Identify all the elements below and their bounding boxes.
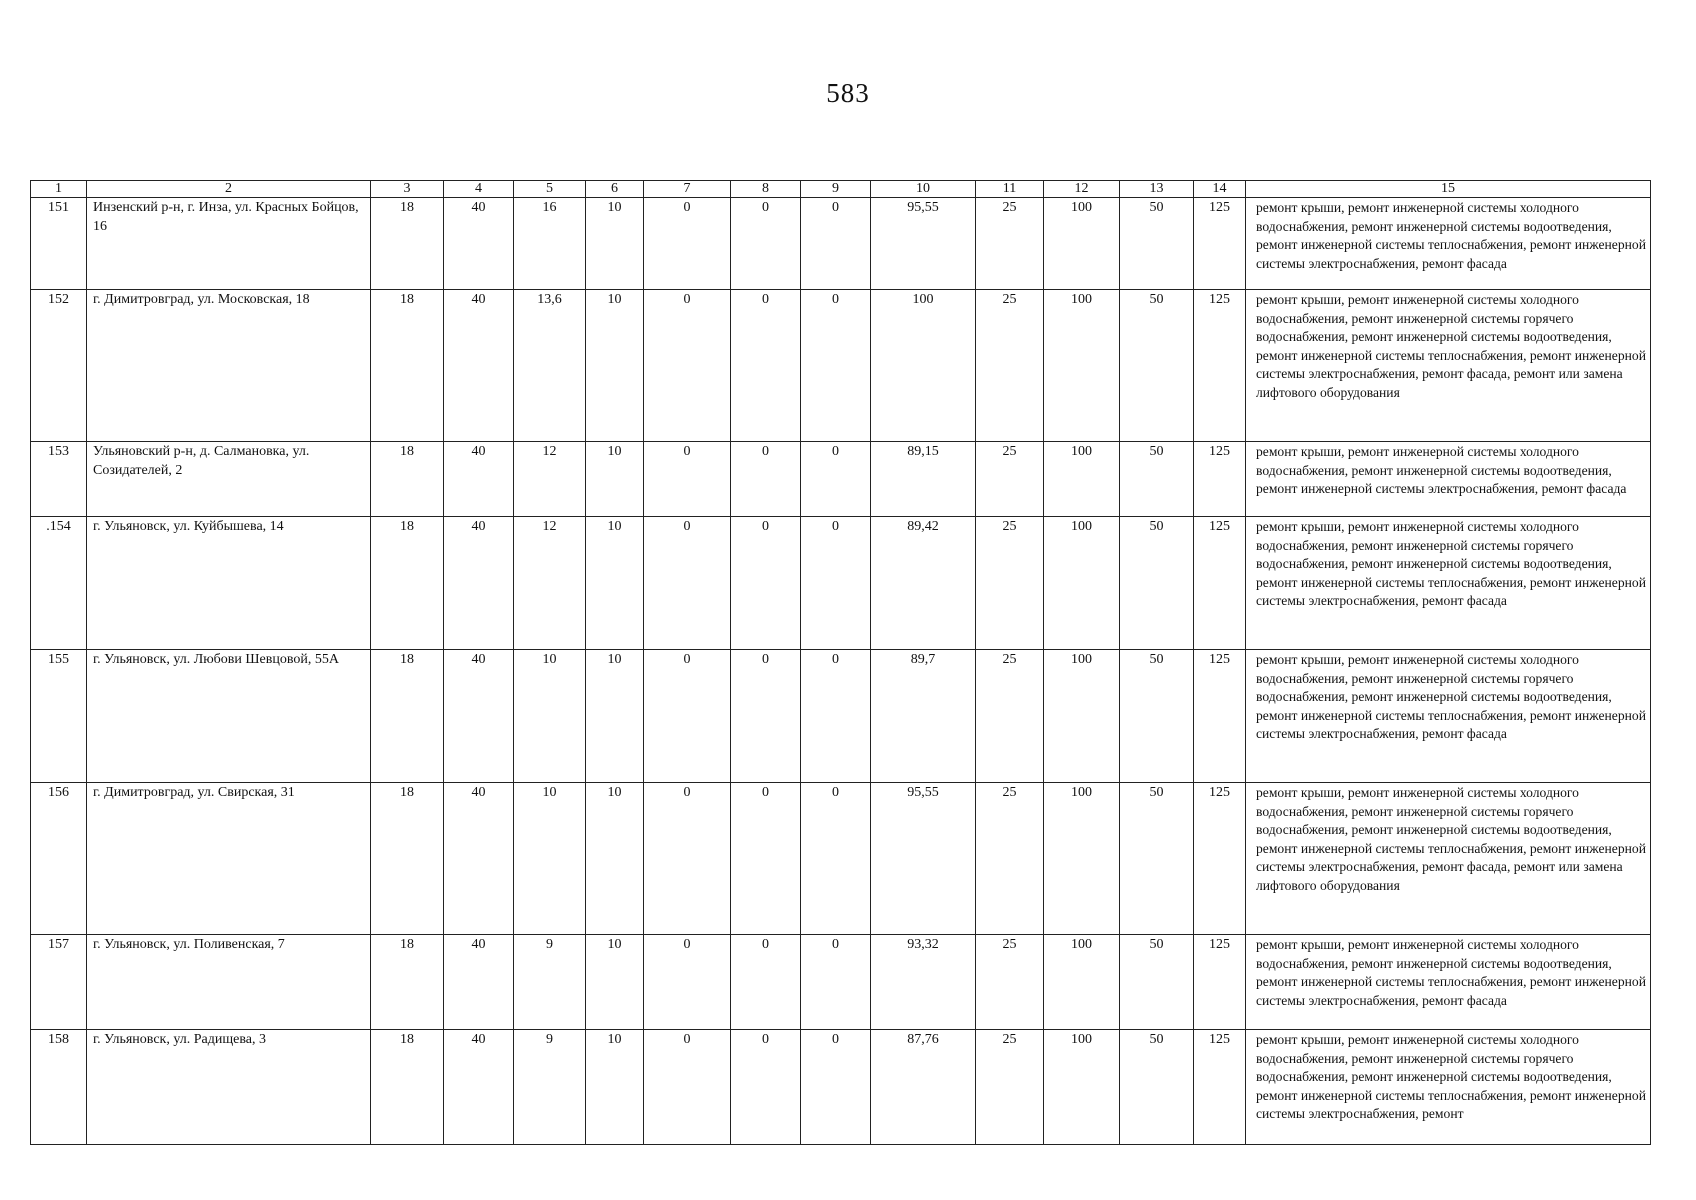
cell-col-6: 10 bbox=[586, 517, 644, 650]
cell-col-7: 0 bbox=[644, 290, 731, 442]
page-number: 583 bbox=[826, 78, 870, 108]
cell-col-3: 18 bbox=[371, 783, 444, 935]
works-cell: ремонт крыши, ремонт инженерной системы холодного водоснабжения, ремонт инженерной системы горячего водоснабжения, ремонт инженерной системы водоотведения, ремонт инженерной системы теплоснабжения, ремонт инженерной системы электроснабжения, ремонт bbox=[1246, 1030, 1651, 1145]
cell-col-5: 10 bbox=[514, 783, 586, 935]
cell-col-5: 9 bbox=[514, 935, 586, 1030]
works-cell: ремонт крыши, ремонт инженерной системы холодного водоснабжения, ремонт инженерной системы горячего водоснабжения, ремонт инженерной системы водоотведения, ремонт инженерной системы теплоснабжения, ремонт инженерной системы электроснабжения, ремонт фасада, ремонт или замена лифтового оборудования bbox=[1246, 290, 1651, 442]
cell-col-3: 18 bbox=[371, 198, 444, 290]
cell-col-12: 100 bbox=[1044, 442, 1120, 517]
cell-col-12: 100 bbox=[1044, 517, 1120, 650]
cell-col-6: 10 bbox=[586, 290, 644, 442]
cell-col-8: 0 bbox=[731, 935, 801, 1030]
header-col-6: 6 bbox=[586, 181, 644, 198]
cell-col-11: 25 bbox=[976, 1030, 1044, 1145]
header-row bbox=[31, 181, 1651, 198]
table-row bbox=[31, 783, 1651, 935]
repair-table-container bbox=[30, 180, 1650, 1145]
table-row bbox=[31, 290, 1651, 442]
cell-col-14: 125 bbox=[1194, 290, 1246, 442]
cell-col-7: 0 bbox=[644, 935, 731, 1030]
cell-col-10: 89,42 bbox=[871, 517, 976, 650]
row-number: 156 bbox=[31, 783, 87, 935]
row-number: .154 bbox=[31, 517, 87, 650]
cell-col-4: 40 bbox=[444, 935, 514, 1030]
cell-col-14: 125 bbox=[1194, 650, 1246, 783]
cell-col-13: 50 bbox=[1120, 1030, 1194, 1145]
cell-col-12: 100 bbox=[1044, 650, 1120, 783]
cell-col-8: 0 bbox=[731, 1030, 801, 1145]
cell-col-8: 0 bbox=[731, 783, 801, 935]
cell-col-3: 18 bbox=[371, 650, 444, 783]
cell-col-6: 10 bbox=[586, 935, 644, 1030]
cell-col-5: 9 bbox=[514, 1030, 586, 1145]
cell-col-7: 0 bbox=[644, 650, 731, 783]
row-number: 152 bbox=[31, 290, 87, 442]
cell-col-14: 125 bbox=[1194, 1030, 1246, 1145]
address-cell: г. Ульяновск, ул. Любови Шевцовой, 55А bbox=[87, 650, 371, 783]
cell-col-5: 12 bbox=[514, 517, 586, 650]
cell-col-7: 0 bbox=[644, 198, 731, 290]
cell-col-11: 25 bbox=[976, 783, 1044, 935]
header-col-12: 12 bbox=[1044, 181, 1120, 198]
cell-col-7: 0 bbox=[644, 442, 731, 517]
header-col-4: 4 bbox=[444, 181, 514, 198]
cell-col-10: 89,7 bbox=[871, 650, 976, 783]
address-cell: г. Ульяновск, ул. Поливенская, 7 bbox=[87, 935, 371, 1030]
address-cell: Ульяновский р-н, д. Салмановка, ул. Созидателей, 2 bbox=[87, 442, 371, 517]
cell-col-9: 0 bbox=[801, 198, 871, 290]
cell-col-13: 50 bbox=[1120, 290, 1194, 442]
cell-col-3: 18 bbox=[371, 1030, 444, 1145]
table-row bbox=[31, 517, 1651, 650]
row-number: 153 bbox=[31, 442, 87, 517]
cell-col-10: 89,15 bbox=[871, 442, 976, 517]
works-cell: ремонт крыши, ремонт инженерной системы холодного водоснабжения, ремонт инженерной системы водоотведения, ремонт инженерной системы электроснабжения, ремонт фасада bbox=[1246, 442, 1651, 517]
works-cell: ремонт крыши, ремонт инженерной системы холодного водоснабжения, ремонт инженерной системы горячего водоснабжения, ремонт инженерной системы водоотведения, ремонт инженерной системы теплоснабжения, ремонт инженерной системы электроснабжения, ремонт фасада bbox=[1246, 517, 1651, 650]
cell-col-13: 50 bbox=[1120, 198, 1194, 290]
works-cell: ремонт крыши, ремонт инженерной системы холодного водоснабжения, ремонт инженерной системы водоотведения, ремонт инженерной системы теплоснабжения, ремонт инженерной системы электроснабжения, ремонт фасада bbox=[1246, 935, 1651, 1030]
cell-col-11: 25 bbox=[976, 290, 1044, 442]
cell-col-12: 100 bbox=[1044, 1030, 1120, 1145]
cell-col-4: 40 bbox=[444, 1030, 514, 1145]
cell-col-9: 0 bbox=[801, 650, 871, 783]
cell-col-9: 0 bbox=[801, 783, 871, 935]
cell-col-5: 12 bbox=[514, 442, 586, 517]
cell-col-6: 10 bbox=[586, 650, 644, 783]
header-col-14: 14 bbox=[1194, 181, 1246, 198]
cell-col-3: 18 bbox=[371, 442, 444, 517]
header-col-9: 9 bbox=[801, 181, 871, 198]
cell-col-3: 18 bbox=[371, 517, 444, 650]
cell-col-4: 40 bbox=[444, 517, 514, 650]
repair-table bbox=[30, 180, 1651, 1145]
address-cell: г. Димитровград, ул. Московская, 18 bbox=[87, 290, 371, 442]
header-col-2: 2 bbox=[87, 181, 371, 198]
header-col-5: 5 bbox=[514, 181, 586, 198]
cell-col-9: 0 bbox=[801, 1030, 871, 1145]
cell-col-3: 18 bbox=[371, 290, 444, 442]
row-number: 158 bbox=[31, 1030, 87, 1145]
cell-col-11: 25 bbox=[976, 517, 1044, 650]
cell-col-14: 125 bbox=[1194, 517, 1246, 650]
cell-col-5: 16 bbox=[514, 198, 586, 290]
cell-col-3: 18 bbox=[371, 935, 444, 1030]
cell-col-7: 0 bbox=[644, 517, 731, 650]
header-col-1: 1 bbox=[31, 181, 87, 198]
cell-col-12: 100 bbox=[1044, 198, 1120, 290]
address-cell: Инзенский р-н, г. Инза, ул. Красных Бойцов, 16 bbox=[87, 198, 371, 290]
header-col-7: 7 bbox=[644, 181, 731, 198]
cell-col-13: 50 bbox=[1120, 517, 1194, 650]
table-row bbox=[31, 935, 1651, 1030]
cell-col-4: 40 bbox=[444, 650, 514, 783]
cell-col-8: 0 bbox=[731, 517, 801, 650]
cell-col-11: 25 bbox=[976, 198, 1044, 290]
works-cell: ремонт крыши, ремонт инженерной системы холодного водоснабжения, ремонт инженерной системы горячего водоснабжения, ремонт инженерной системы водоотведения, ремонт инженерной системы теплоснабжения, ремонт инженерной системы электроснабжения, ремонт фасада, ремонт или замена лифтового оборудования bbox=[1246, 783, 1651, 935]
row-number: 151 bbox=[31, 198, 87, 290]
cell-col-10: 93,32 bbox=[871, 935, 976, 1030]
table-row bbox=[31, 1030, 1651, 1145]
cell-col-13: 50 bbox=[1120, 783, 1194, 935]
header-col-8: 8 bbox=[731, 181, 801, 198]
cell-col-13: 50 bbox=[1120, 650, 1194, 783]
cell-col-6: 10 bbox=[586, 1030, 644, 1145]
table-row bbox=[31, 442, 1651, 517]
cell-col-12: 100 bbox=[1044, 783, 1120, 935]
table-row bbox=[31, 198, 1651, 290]
cell-col-14: 125 bbox=[1194, 783, 1246, 935]
cell-col-8: 0 bbox=[731, 290, 801, 442]
address-cell: г. Димитровград, ул. Свирская, 31 bbox=[87, 783, 371, 935]
cell-col-11: 25 bbox=[976, 935, 1044, 1030]
cell-col-6: 10 bbox=[586, 783, 644, 935]
works-cell: ремонт крыши, ремонт инженерной системы холодного водоснабжения, ремонт инженерной системы горячего водоснабжения, ремонт инженерной системы водоотведения, ремонт инженерной системы теплоснабжения, ремонт инженерной системы электроснабжения, ремонт фасада bbox=[1246, 650, 1651, 783]
cell-col-6: 10 bbox=[586, 442, 644, 517]
cell-col-10: 95,55 bbox=[871, 783, 976, 935]
cell-col-8: 0 bbox=[731, 198, 801, 290]
cell-col-10: 87,76 bbox=[871, 1030, 976, 1145]
cell-col-8: 0 bbox=[731, 650, 801, 783]
cell-col-4: 40 bbox=[444, 290, 514, 442]
address-cell: г. Ульяновск, ул. Куйбышева, 14 bbox=[87, 517, 371, 650]
cell-col-6: 10 bbox=[586, 198, 644, 290]
row-number: 157 bbox=[31, 935, 87, 1030]
cell-col-9: 0 bbox=[801, 442, 871, 517]
header-col-11: 11 bbox=[976, 181, 1044, 198]
cell-col-4: 40 bbox=[444, 783, 514, 935]
cell-col-14: 125 bbox=[1194, 198, 1246, 290]
works-cell: ремонт крыши, ремонт инженерной системы холодного водоснабжения, ремонт инженерной системы водоотведения, ремонт инженерной системы теплоснабжения, ремонт инженерной системы электроснабжения, ремонт фасада bbox=[1246, 198, 1651, 290]
cell-col-7: 0 bbox=[644, 1030, 731, 1145]
cell-col-13: 50 bbox=[1120, 935, 1194, 1030]
cell-col-5: 13,6 bbox=[514, 290, 586, 442]
cell-col-11: 25 bbox=[976, 442, 1044, 517]
cell-col-14: 125 bbox=[1194, 442, 1246, 517]
cell-col-10: 95,55 bbox=[871, 198, 976, 290]
header-col-15: 15 bbox=[1246, 181, 1651, 198]
cell-col-9: 0 bbox=[801, 517, 871, 650]
cell-col-13: 50 bbox=[1120, 442, 1194, 517]
header-col-10: 10 bbox=[871, 181, 976, 198]
cell-col-12: 100 bbox=[1044, 935, 1120, 1030]
cell-col-11: 25 bbox=[976, 650, 1044, 783]
address-cell: г. Ульяновск, ул. Радищева, 3 bbox=[87, 1030, 371, 1145]
cell-col-4: 40 bbox=[444, 442, 514, 517]
cell-col-9: 0 bbox=[801, 935, 871, 1030]
cell-col-7: 0 bbox=[644, 783, 731, 935]
header-col-3: 3 bbox=[371, 181, 444, 198]
cell-col-8: 0 bbox=[731, 442, 801, 517]
header-col-13: 13 bbox=[1120, 181, 1194, 198]
cell-col-12: 100 bbox=[1044, 290, 1120, 442]
table-row bbox=[31, 650, 1651, 783]
cell-col-9: 0 bbox=[801, 290, 871, 442]
row-number: 155 bbox=[31, 650, 87, 783]
cell-col-5: 10 bbox=[514, 650, 586, 783]
cell-col-10: 100 bbox=[871, 290, 976, 442]
cell-col-14: 125 bbox=[1194, 935, 1246, 1030]
cell-col-4: 40 bbox=[444, 198, 514, 290]
